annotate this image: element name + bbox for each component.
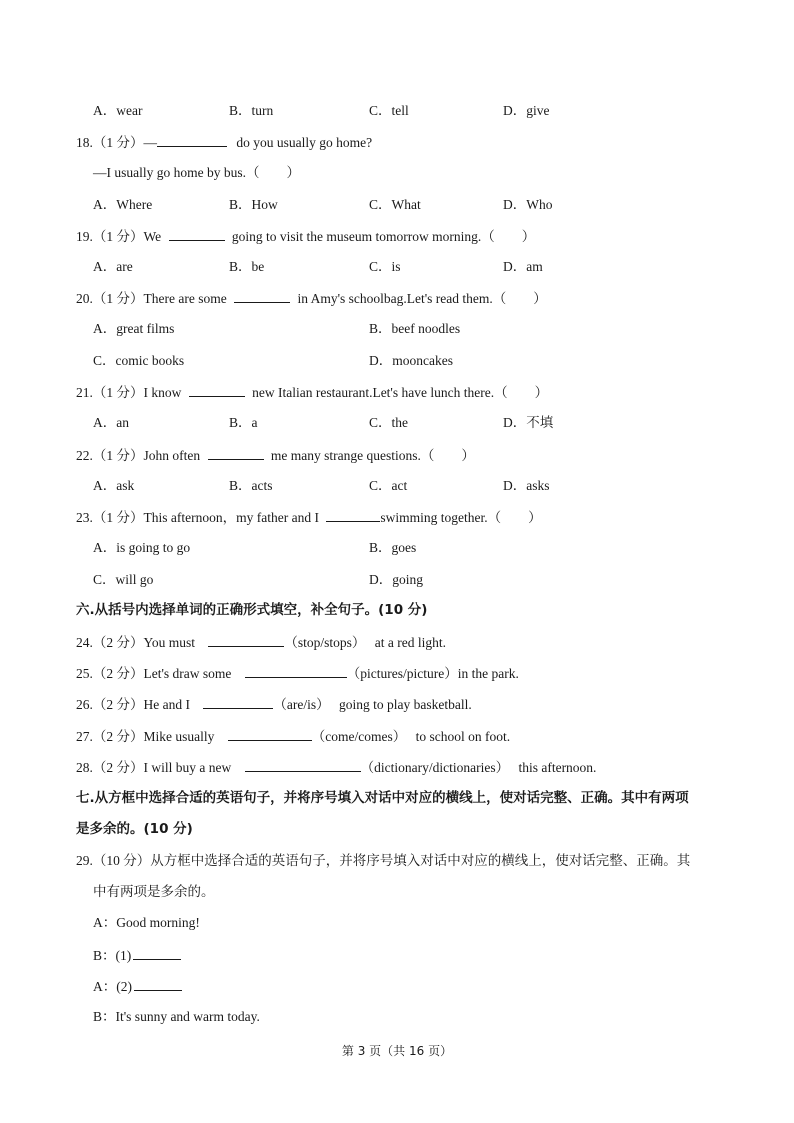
q19-option-a: A．are [93, 259, 133, 274]
q22-number: 22.（1 分）John often [76, 448, 201, 463]
q29-blank-2[interactable] [134, 977, 182, 991]
q22-option-d: D．asks [503, 478, 550, 493]
q17-option-d: D．give [503, 103, 550, 118]
q21-option-c: C．the [369, 415, 408, 430]
q18-text: do you usually go home? [236, 135, 373, 150]
q22-stem [76, 446, 475, 465]
section-7-heading-line1: 七.从方框中选择合适的英语句子，并将序号填入对话中对应的横线上，使对话完整、正确。其中有两项 [76, 790, 689, 806]
q29-dialogue-1: A：Good morning! [93, 915, 200, 930]
q18-option-d: D．Who [503, 197, 553, 212]
q28-tail: this afternoon. [518, 760, 597, 775]
q24-number: 24.（2 分）You must [76, 635, 196, 650]
q26-hint: （are/is） [273, 697, 330, 712]
q21-stem [76, 383, 548, 402]
q29-dialogue-2-text: B：(1) [93, 948, 132, 963]
q19-option-b: B．be [229, 259, 265, 274]
q17-option-a: A．wear [93, 103, 143, 118]
q29-stem-line2: 中有两项是多余的。 [93, 884, 215, 899]
q20-stem [76, 289, 547, 308]
q25-tail: in the park. [457, 666, 519, 681]
q21-text: new Italian restaurant.Let's have lunch there.（ ） [252, 385, 549, 400]
q18-stem [76, 133, 372, 152]
q24-hint: （stop/stops） [284, 635, 366, 650]
q20-option-a: A．great films [93, 321, 175, 336]
q28-hint: （dictionary/dictionaries） [360, 760, 510, 775]
q24-stem [76, 633, 446, 652]
q19-stem [76, 227, 535, 246]
q20-number: 20.（1 分）There are some [76, 291, 227, 306]
q23-text: swimming together.（ ） [380, 510, 542, 525]
q22-option-b: B．acts [229, 478, 273, 493]
section-6-heading: 六.从括号内选择单词的正确形式填空，补全句子。(10 分) [76, 602, 428, 618]
q27-hint: （come/comes） [311, 729, 407, 744]
q23-stem [76, 508, 542, 527]
q20-option-d: D．mooncakes [369, 353, 453, 368]
q19-text: going to visit the museum tomorrow morning.（ ） [231, 229, 536, 244]
q25-blank[interactable] [245, 664, 347, 678]
q28-stem [76, 758, 596, 777]
q23-option-a: A．is going to go [93, 540, 191, 555]
q19-number: 19.（1 分）We [76, 229, 162, 244]
q29-stem-line1: 29.（10 分）从方框中选择合适的英语句子，并将序号填入对话中对应的横线上，使对话完整、正确。其 [76, 853, 691, 868]
q26-number: 26.（2 分）He and I [76, 697, 190, 712]
q18-blank [157, 133, 227, 147]
q22-option-c: C．act [369, 478, 408, 493]
q27-stem [76, 727, 510, 746]
q24-tail: at a red light. [374, 635, 447, 650]
q23-option-c: C．will go [93, 572, 154, 587]
q28-number: 28.（2 分）I will buy a new [76, 760, 232, 775]
q21-option-a: A．an [93, 415, 129, 430]
q25-hint: （pictures/picture） [346, 666, 458, 681]
q21-option-d: D．不填 [503, 415, 554, 430]
q17-option-b: B．turn [229, 103, 274, 118]
q29-dialogue-2 [93, 946, 181, 965]
q24-blank[interactable] [208, 633, 284, 647]
q26-tail: going to play basketball. [338, 697, 472, 712]
q20-blank [234, 289, 290, 303]
q20-option-b: B．beef noodles [369, 321, 461, 336]
page-footer: 第 3 页（共 16 页） [341, 1044, 453, 1058]
q29-dialogue-4: B：It's sunny and warm today. [93, 1009, 260, 1024]
q21-option-b: B．a [229, 415, 258, 430]
q21-blank [189, 383, 245, 397]
q19-option-c: C．is [369, 259, 401, 274]
q28-blank[interactable] [245, 758, 361, 772]
q23-blank [326, 508, 380, 522]
q20-option-c: C．comic books [93, 353, 185, 368]
q23-option-d: D．going [369, 572, 423, 587]
q17-option-c: C．tell [369, 103, 409, 118]
q25-stem [76, 664, 519, 683]
q22-blank [208, 446, 264, 460]
q21-number: 21.（1 分）I know [76, 385, 182, 400]
q29-dialogue-3-text: A：(2) [93, 979, 132, 994]
q18-line2: —I usually go home by bus.（ ） [93, 165, 300, 180]
q18-option-c: C．What [369, 197, 421, 212]
section-7-heading-line2: 是多余的。(10 分) [76, 821, 193, 837]
q23-option-b: B．goes [369, 540, 417, 555]
q27-tail: to school on foot. [415, 729, 511, 744]
q27-number: 27.（2 分）Mike usually [76, 729, 215, 744]
q29-dialogue-3 [93, 977, 182, 996]
q19-blank [169, 227, 225, 241]
q20-text: in Amy's schoolbag.Let's read them.（ ） [297, 291, 547, 306]
q25-number: 25.（2 分）Let's draw some [76, 666, 232, 681]
q29-blank-1[interactable] [133, 946, 181, 960]
q22-option-a: A．ask [93, 478, 135, 493]
q22-text: me many strange questions.（ ） [270, 448, 475, 463]
q18-option-a: A．Where [93, 197, 153, 212]
q27-blank[interactable] [228, 727, 312, 741]
q26-blank[interactable] [203, 695, 273, 709]
q18-number: 18.（1 分）— [76, 135, 157, 150]
q18-option-b: B．How [229, 197, 278, 212]
q26-stem [76, 695, 472, 714]
q23-number: 23.（1 分）This afternoon，my father and I [76, 510, 319, 525]
q19-option-d: D．am [503, 259, 543, 274]
